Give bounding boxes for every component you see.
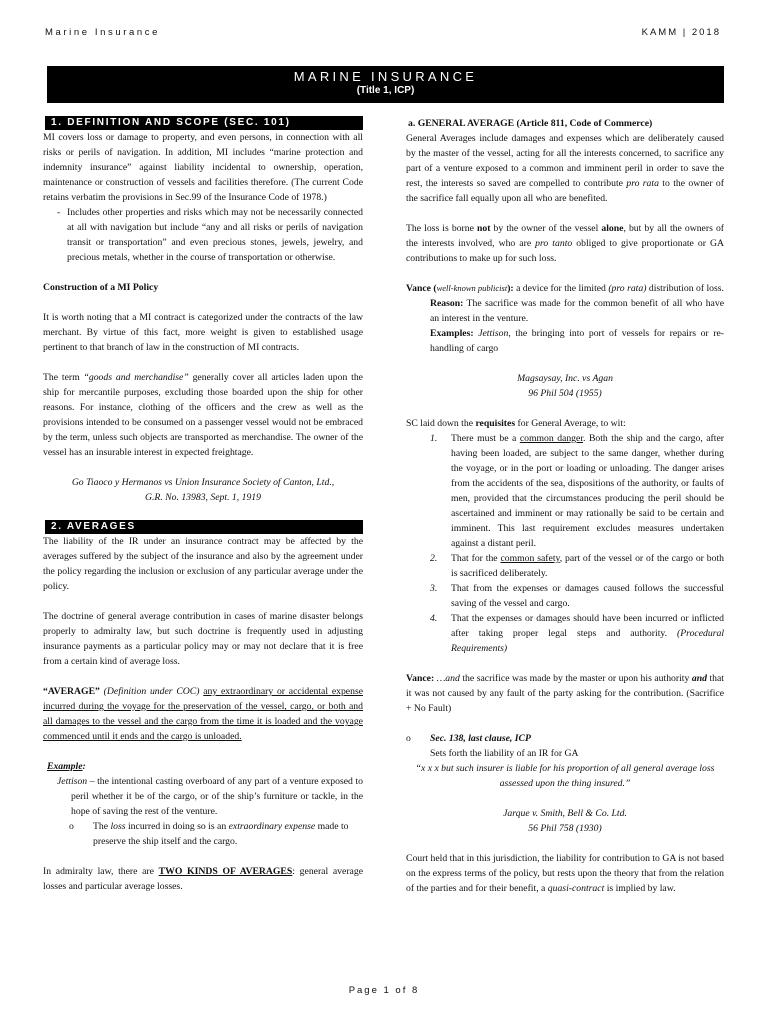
dash-list-item <box>43 205 363 265</box>
paragraph: The doctrine of general average contribution in cases of marine disaster belongs properly to admiralty law, but such doctrine is frequently used in adjusting insurance payments as a particular policy may or may not declare that it is free from a certain kind of average loss. <box>43 611 363 667</box>
bullet-marker: o <box>406 733 411 744</box>
left-column <box>43 116 363 894</box>
paragraph: Court held that in this jurisdiction, the liability for contribution to GA is not based on the express terms of the policy, but rests upon the theory that from the relation of the parties and for their benefit, a quasi-contract is implied by law. <box>406 853 724 894</box>
case-citation-number: G.R. No. 13983, Sept. 1, 1919 <box>145 492 261 503</box>
bullet-list-item <box>406 731 724 746</box>
paragraph: The loss is borne not by the owner of the vessel alone, but by all the owners of the interests involved, who are pro tanto obliged to give proportionate or GA contributions to make up for such loss. <box>406 223 725 264</box>
bullet-list-item: o The loss incurred in doing so is an extraordinary expense made to preserve the ship itself and the cargo. <box>69 821 349 847</box>
paragraph: General Averages include damages and expenses which are deliberately caused by the master of the vessel, acting for all the interests concerned, to sacrifice any part of a venture exposed to a common and imminent peril in order to save the rest, the interests so saved are compelled to contribute pro rata to the owner of the sacrifice fall equally upon all who are benefited. <box>406 133 725 204</box>
list-item: 3. That from the expenses or damages caused follows the successful saving of the vessel and cargo. <box>430 583 724 609</box>
running-header-title: Marine Insurance <box>45 27 160 38</box>
dash-marker: - <box>57 207 61 218</box>
list-item: 2. That for the common safety, part of the vessel or of the cargo or both is sacrificed deliberately. <box>430 553 724 579</box>
requisites-list <box>430 431 724 656</box>
list-item: 1. There must be a common danger. Both the ship and the cargo, after having been loaded, are subject to the same danger, whether during the voyage, or in the port or loading or unloading. The danger arises from the accidents of the sea, dispositions of the authority, or faults of men, provided that the circumstances producing the peril should be ascertained and imminent or may rationally be said to be certain and imminent. This last requirement excludes measures undertaken against a distant peril. <box>430 433 724 549</box>
quote-line: assessed upon the thing insured.” <box>499 778 631 789</box>
bullet-marker: o <box>69 821 74 832</box>
example-label: Example: <box>47 761 86 772</box>
section-reference: Sec. 138, last clause, ICP <box>430 733 531 744</box>
subheading-construction: Construction of a MI Policy <box>43 282 159 293</box>
document-title-banner <box>47 66 724 103</box>
subheading-general-average: a. GENERAL AVERAGE (Article 811, Code of Commerce) <box>408 118 653 129</box>
paragraph-kinds-of-averages: In admiralty law, there are TWO KINDS OF AVERAGES: general average losses and particular average losses. <box>43 866 363 892</box>
vance-definition: Vance (well-known publicist): a device for the limited (pro rata) distribution of loss. <box>406 283 724 294</box>
list-number: 2. <box>430 553 438 564</box>
examples-line: Examples: Jettison, the bringing into port of vessels for repairs or re-handling of cargo <box>430 328 725 354</box>
paragraph: MI covers loss or damage to property, and even persons, in connection with all risks or perils of navigation. In addition, MI includes “marine protection and indemnity insurance” against liability incidental to ownership, operation, maintenance or construction of vessels and facilities therefore. (The current Code retains verbatim the provisions in Sec.99 of the Insurance Code of 1978.) <box>43 132 363 203</box>
page-number-footer: Page 1 of 8 <box>348 985 420 996</box>
list-number: 4. <box>430 613 438 624</box>
list-item: 4. That the expenses or damages should have been incurred or inflicted after taking proper legal steps and authority. (Procedural Requirements) <box>430 613 725 654</box>
quote-line: “x x x but such insurer is liable for his proportion of all general average loss <box>415 763 715 774</box>
section-reference-text: Sets forth the liability of an IR for GA <box>430 748 579 759</box>
right-column <box>406 116 724 896</box>
paragraph: The term “goods and merchandise” generally cover all articles laden upon the ship for mercantile purposes, excluding those boarded upon the ship for other reasons. For instance, clothing of the officers and the crew as well as the provisions intended to be consumed on a passenger vessel would not be embraced by the term, unless such objects are transported as merchandise. The owner of the vessel has an insurable interest in expected freightage. <box>43 372 363 458</box>
document-title: MARINE INSURANCE <box>293 69 478 84</box>
case-citation-name: Magsaysay, Inc. vs Agan <box>517 373 613 384</box>
section-heading-averages: 2. AVERAGES <box>45 520 363 534</box>
term-goods-merchandise: “goods and merchandise” <box>83 372 189 383</box>
case-citation-name: Go Tiaoco y Hermanos vs Union Insurance Society of Canton, Ltd., <box>71 477 335 488</box>
paragraph: The liability of the IR under an insurance contract may be affected by the averages suffered by the subject of the insurance and also by the agreement under the policy regarding the inclusion or exclusion of any particular average under the policy. <box>43 536 363 592</box>
case-citation-number: 56 Phil 758 (1930) <box>528 823 602 834</box>
list-number: 1. <box>430 433 438 444</box>
running-header-author-year: KAMM | 2018 <box>641 27 721 38</box>
vance-requisite-note: Vance: …and the sacrifice was made by the master or upon his authority and that it was not caused by any fault of the party asking for the contribution. (Sacrifice + No Fault) <box>406 673 724 714</box>
document-subtitle: (Title 1, ICP) <box>356 85 415 96</box>
case-citation-name: Jarque v. Smith, Bell & Co. Ltd. <box>503 808 627 819</box>
requisites-intro: SC laid down the requisites for General Average, to wit: <box>406 418 626 429</box>
jettison-definition: Jettison – the intentional casting overboard of any part of a venture exposed to peril whether it be of the cargo, or of the ship’s furniture or tackle, in the hope of saving the rest of the venture. <box>57 776 363 817</box>
reason-line: Reason: The sacrifice was made for the common benefit of all who have an interest in the venture. <box>430 298 724 324</box>
average-definition: “AVERAGE” (Definition under COC) any extraordinary or accidental expense incurred during the voyage for the preservation of the vessel, cargo, or both and all damages to the vessel and the cargo from the time it is loaded and the voyage commenced until it ends and the cargo is unloaded. <box>43 686 364 742</box>
list-number: 3. <box>430 583 438 594</box>
dash-item-text: Includes other properties and risks which may not be necessarily connected at all with navigation but include “any and all risks or perils of navigation transit or transportation” and even precious stones, jewels, jewelry, and precious metals, whether in the course of transportation or otherwise. <box>67 207 363 263</box>
case-citation-number: 96 Phil 504 (1955) <box>528 388 602 399</box>
paragraph: It is worth noting that a MI contract is categorized under the contracts of the law merchant. By virtue of this fact, more weight is given to established usage pertinent to that branch of law in the construction of MI contracts. <box>43 312 363 353</box>
section-heading-definition: 1. DEFINITION AND SCOPE (SEC. 101) <box>45 116 363 130</box>
